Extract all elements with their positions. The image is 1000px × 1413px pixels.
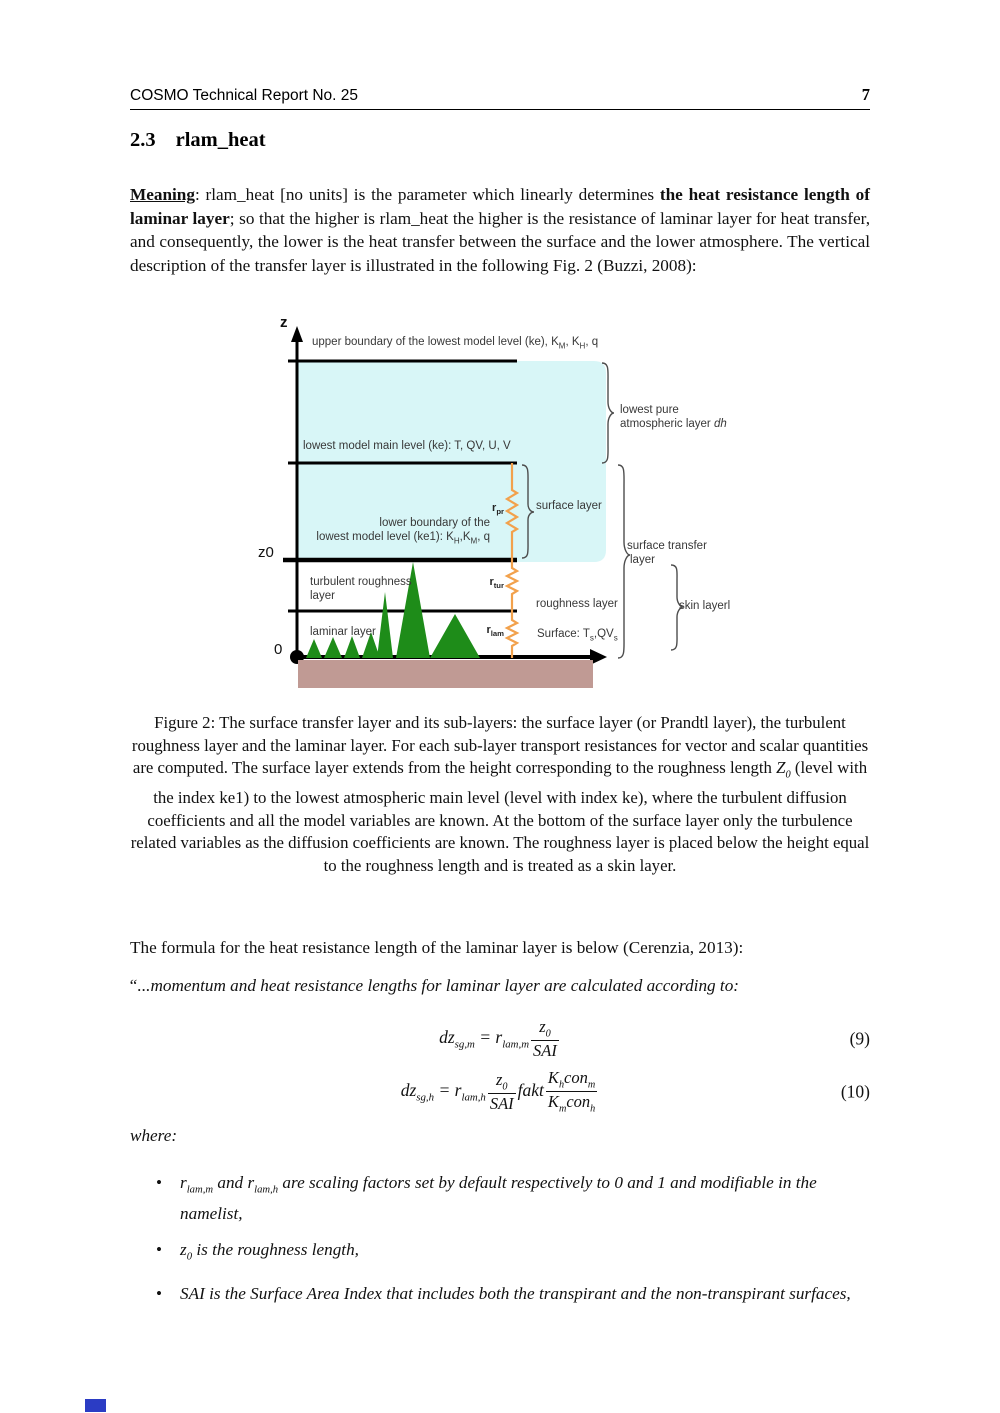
equations-block [130, 1016, 870, 1116]
page-header [130, 85, 870, 105]
equation-9-number: (9) [849, 1028, 870, 1049]
figure-caption: Figure 2: The surface transfer layer and its sub-layers: the surface layer (or Prandtl layer), the turbulent roughness layer and the laminar layer. For each sub-layer transport resistances for vector and scalar quantities are computed. The surface layer extends from the height corresponding to the roughness length $Z_0$ (level with the index ke1) to the lowest atmospheric main level (level with index ke), where the turbulent diffusion coefficients and all the model variables are known. At the bottom of the surface layer only the turbulence related variables as the diffusion coefficients are known. The roughness layer is placed below the height equal to the roughness length and is treated as a skin layer. [130, 713, 870, 875]
r-tur-label: $r_{tur}$ [489, 576, 504, 591]
equation-10 [130, 1068, 870, 1116]
header-rule [130, 109, 870, 110]
z-axis-label: z [280, 314, 288, 331]
figure-graphics [250, 312, 770, 704]
meaning-paragraph: Meaning: rlam_heat [no units] is the parameter which linearly determines the heat resistance length of laminar layer; so that the higher is rlam_heat the higher is the resistance of laminar layer for heat transfer, and consequently, the lower is the heat transfer between the surface and the lower atmosphere. The vertical description of the transfer layer is illustrated in the following Fig. 2 (Buzzi, 2008): [130, 185, 871, 275]
quote-line: “...momentum and heat resistance lengths for laminar layer are calculated according to: [128, 976, 740, 995]
equation-9-fraction: $\frac{z_0}{\text{SAI}}$ [533, 1017, 557, 1061]
section-title: rlam_heat [175, 129, 266, 151]
origin-axis-label: 0 [274, 641, 283, 658]
upper-boundary-label: upper boundary of the lowest model level (ke), $K_M$, $K_H$, q [312, 336, 599, 351]
bullet-list [156, 1171, 872, 1306]
equation-9-lhs: $dz_{sg,m} = r_{lam,m}$ [439, 1027, 530, 1051]
bullet-item-z0 [156, 1238, 872, 1269]
lowest-pure-layer-label: lowest pure atmospheric layer dh [620, 404, 727, 430]
formula-intro: The formula for the heat resistance length of the laminar layer is below (Cerenzia, 2013): [130, 938, 744, 957]
bullet-text: SAI is the Surface Area Index that includes both the transpirant and the non-transpirant surfaces, [180, 1284, 851, 1304]
bullet-icon: • [156, 1173, 163, 1192]
bullet-text: $r_{lam,m}$ and $r_{lam,h}$ are scaling factors set by default respectively to 0 and 1 and modifiable in the namelist, [180, 1173, 817, 1223]
r-pr-label: $r_{pr}$ [492, 502, 504, 517]
bullet-icon: • [156, 1240, 163, 1260]
z-axis-arrowhead-icon [291, 326, 303, 342]
surface-layer-label: surface layer [536, 500, 602, 512]
footer-artifact [85, 1399, 106, 1412]
equation-10-fraction-1: $\frac{z_0}{\text{SAI}}$ [489, 1069, 514, 1114]
figure-2-diagram [250, 312, 770, 704]
bullet-item-sai [156, 1282, 872, 1306]
ground-block [298, 660, 593, 688]
lower-boundary-label: lower boundary of the lowest model level (ke1): $K_H,K_M$, q [316, 517, 490, 545]
where-label: where: [130, 1126, 178, 1145]
r-lam-label: $r_{lam}$ [486, 624, 504, 639]
bullet-icon: • [156, 1284, 163, 1304]
report-title: COSMO Technical Report No. 25 [130, 87, 359, 104]
lowest-main-level-label: lowest model main level (ke): T, QV, U, V [303, 440, 511, 452]
bullet-text: $z_0$ is the roughness length, [180, 1240, 359, 1263]
bullet-item-rlam [156, 1171, 872, 1225]
section-heading [130, 129, 266, 152]
equation-10-lhs: $dz_{sg,h} = r_{lam,h}$ [400, 1079, 486, 1104]
equation-10-fraction-2: $\frac{K_hcon_m}{K_mcon_h}$ [547, 1068, 596, 1115]
roughness-layer-label: roughness layer [536, 598, 618, 610]
turbulent-roughness-label: turbulent roughness layer [310, 576, 412, 602]
equation-10-number: (10) [840, 1081, 870, 1102]
page-number: 7 [861, 85, 870, 104]
section-number: 2.3 [130, 129, 156, 151]
skin-layer-label: skin layerl [679, 600, 731, 612]
z0-axis-label: z0 [258, 544, 274, 561]
equation-10-fakt: fakt [517, 1079, 544, 1100]
equation-9 [130, 1016, 870, 1062]
surface-transfer-layer-label: surface transfer layer [627, 540, 707, 566]
surface-variables-label: Surface: $T_s,QV_s$ [537, 628, 618, 643]
laminar-layer-label: laminar layer [310, 626, 376, 638]
